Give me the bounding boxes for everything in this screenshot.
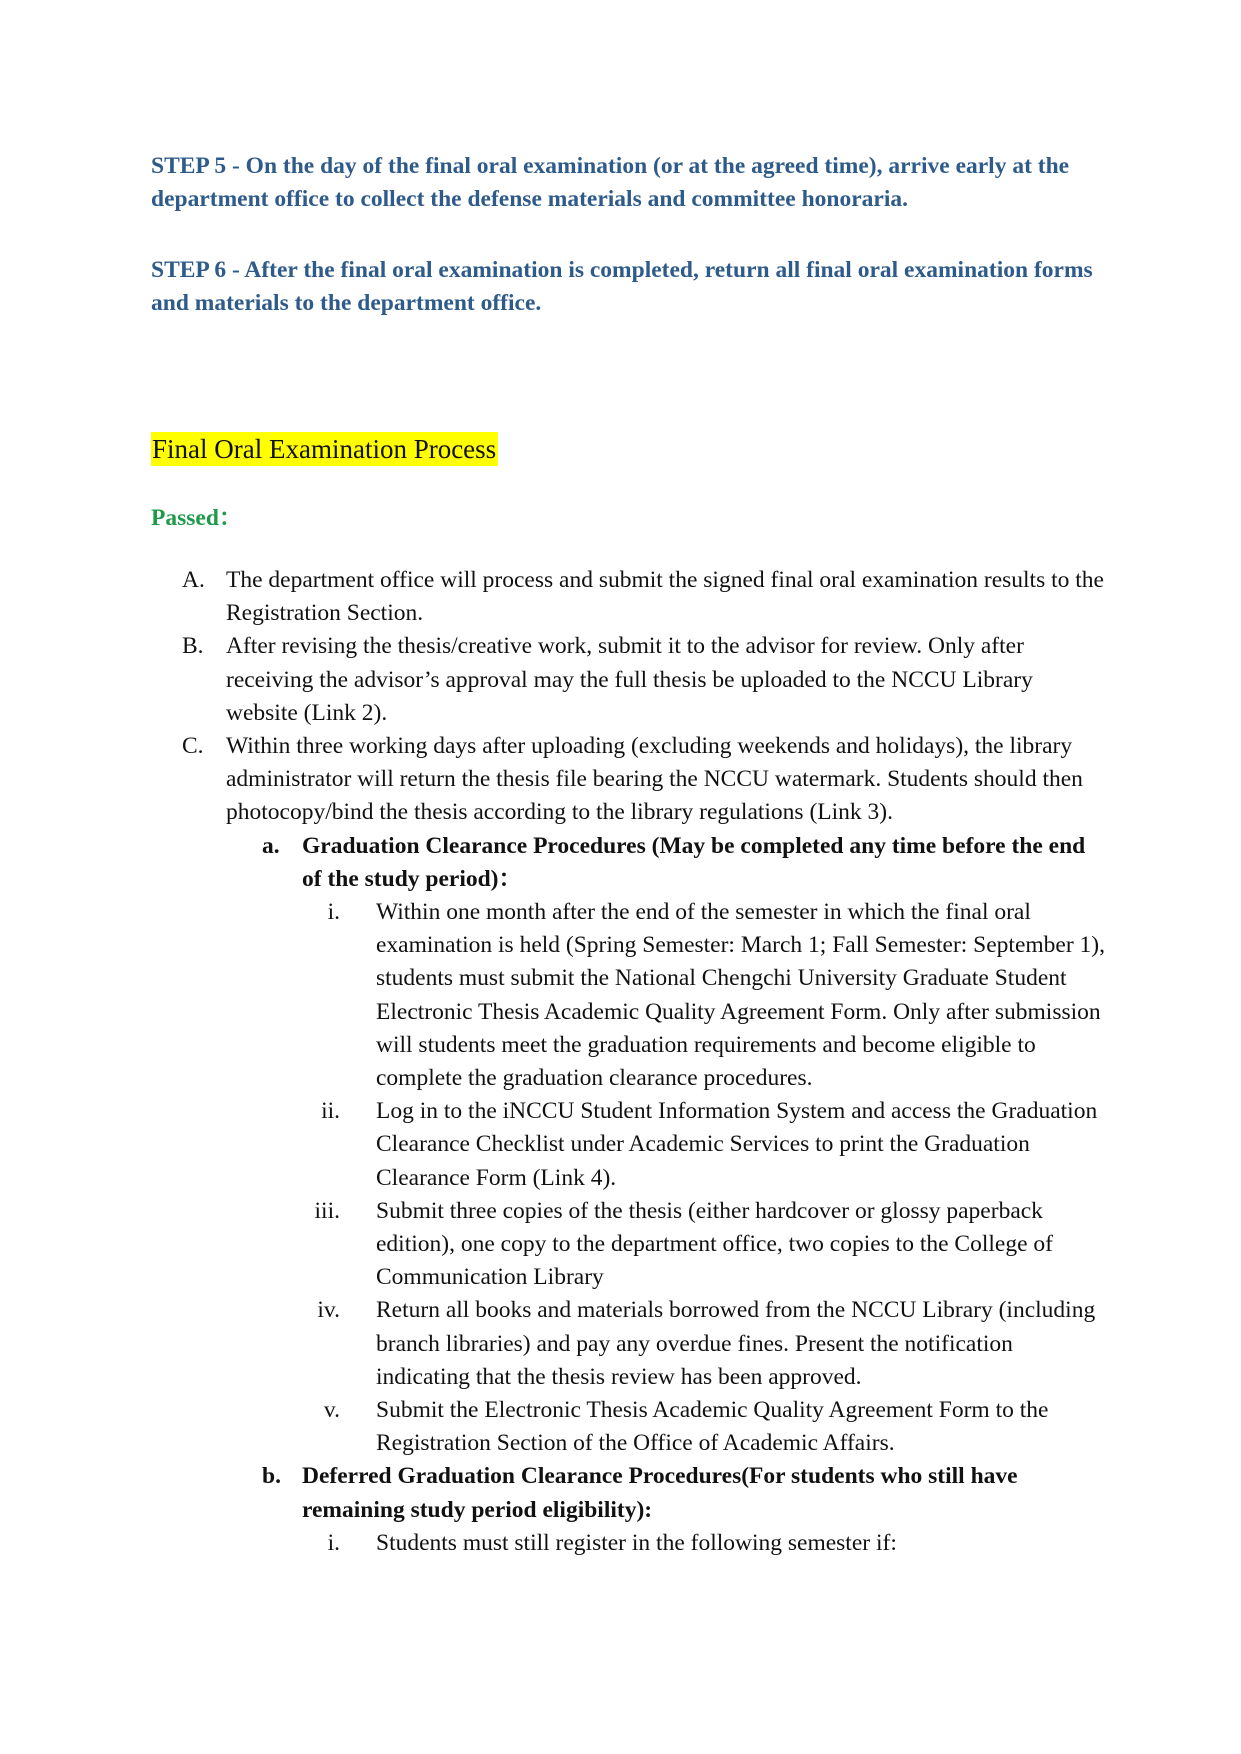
list-marker: i. <box>327 1529 340 1556</box>
step-5-paragraph: STEP 5 - On the day of the final oral examination (or at the agreed time), arrive early at the department office to collect the defense materials and committee honoraria. <box>151 153 1070 212</box>
list-item-text: Return all books and materials borrowed from the NCCU Library (including branch libraries) and pay any overdue fines. Present the notification indicating that the thesis review has been approved. <box>376 1297 1096 1390</box>
list-item-b <box>0 630 1106 730</box>
clearance-step-i <box>0 896 1106 1095</box>
step-6-paragraph: STEP 6 - After the final oral examination is completed, return all final oral examination forms and materials to the department office. <box>151 257 1093 316</box>
list-item-c <box>0 730 1106 830</box>
list-item-text: Submit the Electronic Thesis Academic Quality Agreement Form to the Registration Section of the Office of Academic Affairs. <box>376 1397 1049 1457</box>
clearance-step-iii <box>0 1195 1106 1295</box>
list-marker: v. <box>323 1397 340 1424</box>
list-marker: C. <box>182 733 204 760</box>
clearance-heading-item <box>0 830 1106 896</box>
list-item-text: Submit three copies of the thesis (either hardcover or glossy paperback edition), one copy to the department office, two copies to the College of Communication Library <box>376 1197 1053 1291</box>
list-marker: iii. <box>314 1197 340 1224</box>
list-item-text: The department office will process and submit the signed final oral examination results to the Registration Section. <box>226 567 1104 627</box>
clearance-step-v <box>0 1394 1106 1460</box>
list-marker: iv. <box>317 1297 340 1324</box>
list-marker: a. <box>262 832 280 859</box>
list-marker: b. <box>262 1463 281 1490</box>
deferred-step-i <box>0 1527 1106 1560</box>
section-title-highlighted: Final Oral Examination Process <box>152 434 497 464</box>
list-item-text: Log in to the iNCCU Student Information System and access the Graduation Clearance Checklist under Academic Services to print the Graduation Clearance Form (Link 4). <box>376 1098 1098 1191</box>
deferred-heading: Deferred Graduation Clearance Procedures(For students who still have remaining study period eligibility): <box>302 1463 1018 1523</box>
list-item-text: Students must still register in the following semester if: <box>376 1529 897 1556</box>
clearance-step-ii <box>0 1095 1106 1195</box>
passed-label: Passed： <box>151 505 243 531</box>
clearance-heading: Graduation Clearance Procedures (May be completed any time before the end of the study period)： <box>302 832 1086 892</box>
list-item-text: Within one month after the end of the semester in which the final oral examination is held (Spring Semester: March 1; Fall Semester: September 1), students must submit the National Chengchi University Graduate Student Electronic Thesis Academic Quality Agreement Form. Only after submission will students meet the graduation requirements and become eligible to complete the graduation clearance procedures. <box>376 899 1105 1092</box>
deferred-heading-item <box>0 1460 1106 1526</box>
list-marker: i. <box>327 899 340 926</box>
list-marker: ii. <box>321 1098 340 1125</box>
clearance-step-iv <box>0 1294 1106 1394</box>
list-item-text: Within three working days after uploading (excluding weekends and holidays), the library administrator will return the thesis file bearing the NCCU watermark. Students should then photocopy/bind the thesis according to the library regulations (Link 3). <box>226 733 1083 826</box>
list-item-a <box>0 564 1106 630</box>
list-marker: B. <box>182 633 204 660</box>
list-item-text: After revising the thesis/creative work, submit it to the advisor for review. Only after receiving the advisor’s approval may the full thesis be uploaded to the NCCU Library website (Link 2). <box>226 633 1033 726</box>
passed-procedure-list <box>0 564 1241 1560</box>
list-marker: A. <box>182 567 205 593</box>
